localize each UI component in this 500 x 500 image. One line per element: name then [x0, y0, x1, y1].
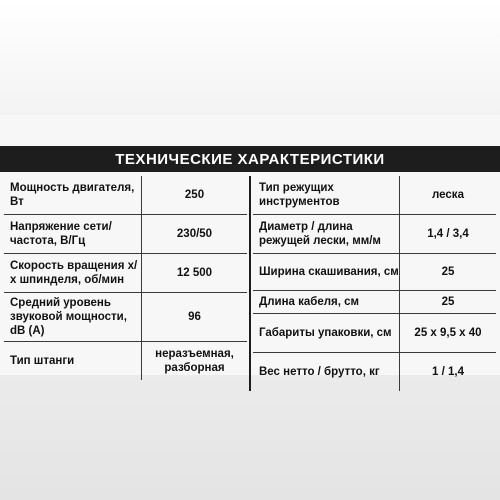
- spec-label: Скорость вращения х/х шпинделя, об/мин: [10, 260, 138, 286]
- table-row: [4, 342, 247, 380]
- spec-value: 96: [141, 293, 247, 341]
- spec-value: леска: [399, 176, 496, 214]
- background-bottom: [0, 375, 500, 500]
- spec-label: Мощность двигателя, Вт: [10, 182, 135, 208]
- spec-label: Габариты упаковки, см: [259, 327, 392, 339]
- spec-label: Вес нетто / брутто, кг: [259, 366, 380, 378]
- table-row: [4, 254, 247, 293]
- spec-label: Тип режущих инструментов: [259, 182, 340, 208]
- spec-label: Длина кабеля, см: [259, 296, 360, 308]
- spec-label: Тип штанги: [10, 355, 75, 367]
- spec-label: Диаметр / длина режущей лески, мм/м: [259, 221, 381, 247]
- spec-tables: [0, 172, 500, 391]
- spec-label: Напряжение сети/ частота, В/Гц: [10, 221, 112, 247]
- spec-value: 25: [399, 254, 496, 290]
- table-row: [4, 176, 247, 215]
- spec-table-right: [253, 176, 496, 391]
- spec-value: 230/50: [141, 215, 247, 253]
- spec-value: 1,4 / 3,4: [399, 215, 496, 253]
- spec-title: ТЕХНИЧЕСКИЕ ХАРАКТЕРИСТИКИ: [0, 146, 500, 172]
- table-row: [253, 215, 496, 254]
- table-row: [253, 254, 496, 291]
- table-row: [4, 293, 247, 342]
- spec-value: 25: [399, 291, 496, 313]
- spec-value: 12 500: [141, 254, 247, 292]
- spec-value: 25 х 9,5 х 40: [399, 314, 496, 352]
- spec-label: Средний уровень звуковой мощности, dB (A): [10, 297, 127, 337]
- spec-label: Ширина скашивания, см: [259, 266, 399, 278]
- table-row: [253, 353, 496, 391]
- spec-table-left: [4, 176, 247, 391]
- spec-value: 1 / 1,4: [399, 353, 496, 391]
- spec-value: 250: [141, 176, 247, 214]
- column-divider: [249, 176, 251, 391]
- background-top: [0, 0, 500, 115]
- table-row: [4, 215, 247, 254]
- spec-panel: [0, 146, 500, 391]
- table-row: [253, 314, 496, 353]
- table-row: [253, 176, 496, 215]
- spec-value: неразъемная, разборная: [141, 342, 247, 380]
- table-row: [253, 291, 496, 314]
